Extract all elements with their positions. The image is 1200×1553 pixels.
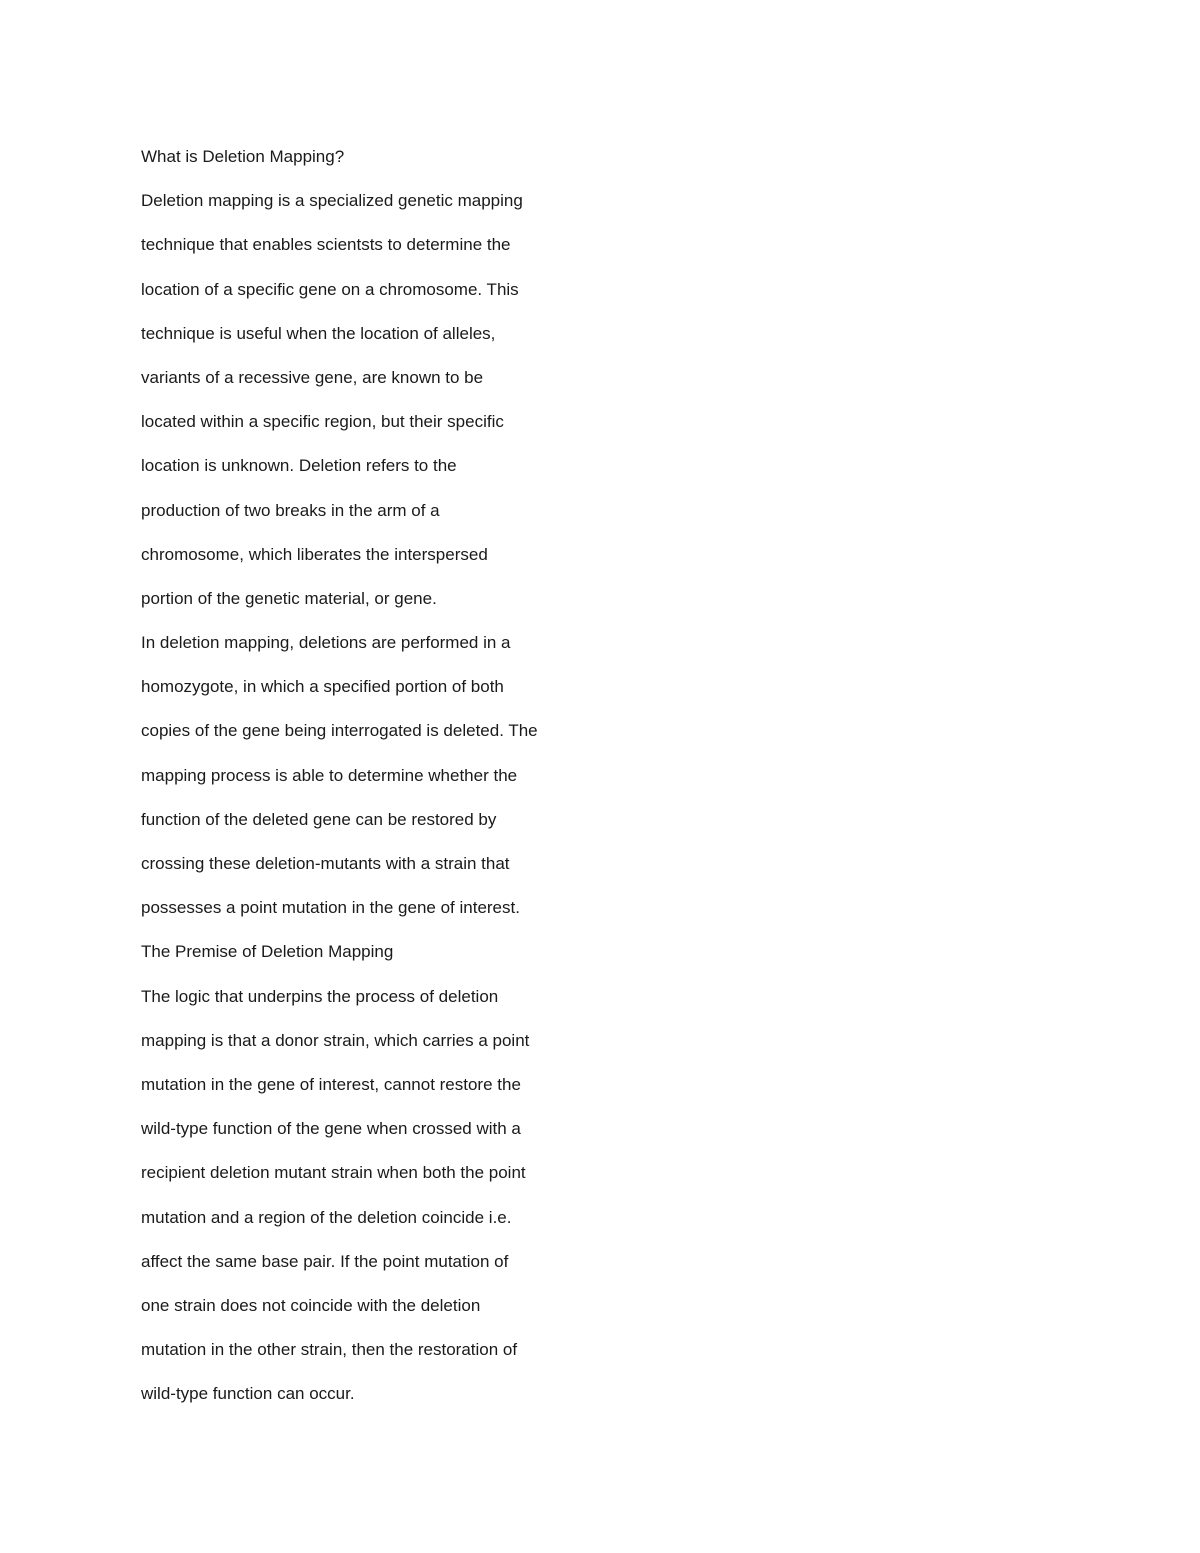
- text-line: homozygote, in which a specified portion of both: [141, 677, 504, 697]
- text-line: variants of a recessive gene, are known to be: [141, 367, 484, 387]
- text-line: wild-type function of the gene when crossed with a: [141, 1119, 521, 1139]
- text-line: copies of the gene being interrogated is deleted. The: [141, 721, 538, 741]
- text-line: recipient deletion mutant strain when both the point: [141, 1163, 526, 1183]
- text-line: location is unknown. Deletion refers to the: [141, 456, 457, 476]
- text-line: mapping is that a donor strain, which carries a point: [141, 1030, 530, 1050]
- document-body: [141, 135, 661, 1416]
- text-line: mutation and a region of the deletion coincide i.e.: [141, 1207, 512, 1227]
- text-line: The logic that underpins the process of deletion: [141, 986, 499, 1006]
- text-line: function of the deleted gene can be restored by: [141, 809, 497, 829]
- text-line: mutation in the other strain, then the restoration of: [141, 1340, 518, 1360]
- text-line: crossing these deletion-mutants with a strain that: [141, 854, 510, 873]
- text-line: one strain does not coincide with the deletion: [141, 1295, 481, 1315]
- text-line: located within a specific region, but their specific: [141, 412, 504, 432]
- text-line: In deletion mapping, deletions are performed in a: [141, 633, 511, 653]
- text-line: portion of the genetic material, or gene.: [141, 588, 437, 608]
- text-line: production of two breaks in the arm of a: [141, 500, 440, 520]
- text-line: Deletion mapping is a specialized genetic mapping: [141, 191, 523, 211]
- text-line: location of a specific gene on a chromosome. This: [141, 279, 519, 299]
- text-line: mutation in the gene of interest, cannot restore the: [141, 1074, 521, 1094]
- text-line: technique is useful when the location of alleles,: [141, 323, 496, 343]
- text-line: wild-type function can occur.: [141, 1384, 355, 1404]
- text-line: technique that enables scientsts to determine the: [141, 235, 511, 255]
- text-line: mapping process is able to determine whether the: [141, 765, 518, 785]
- heading-what-is-deletion-mapping: What is Deletion Mapping?: [141, 147, 345, 166]
- text-line: possesses a point mutation in the gene of interest.: [141, 898, 520, 918]
- text-line: affect the same base pair. If the point mutation of: [141, 1251, 509, 1271]
- text-line: chromosome, which liberates the interspersed: [141, 544, 488, 564]
- heading-premise-of-deletion-mapping: The Premise of Deletion Mapping: [141, 942, 394, 962]
